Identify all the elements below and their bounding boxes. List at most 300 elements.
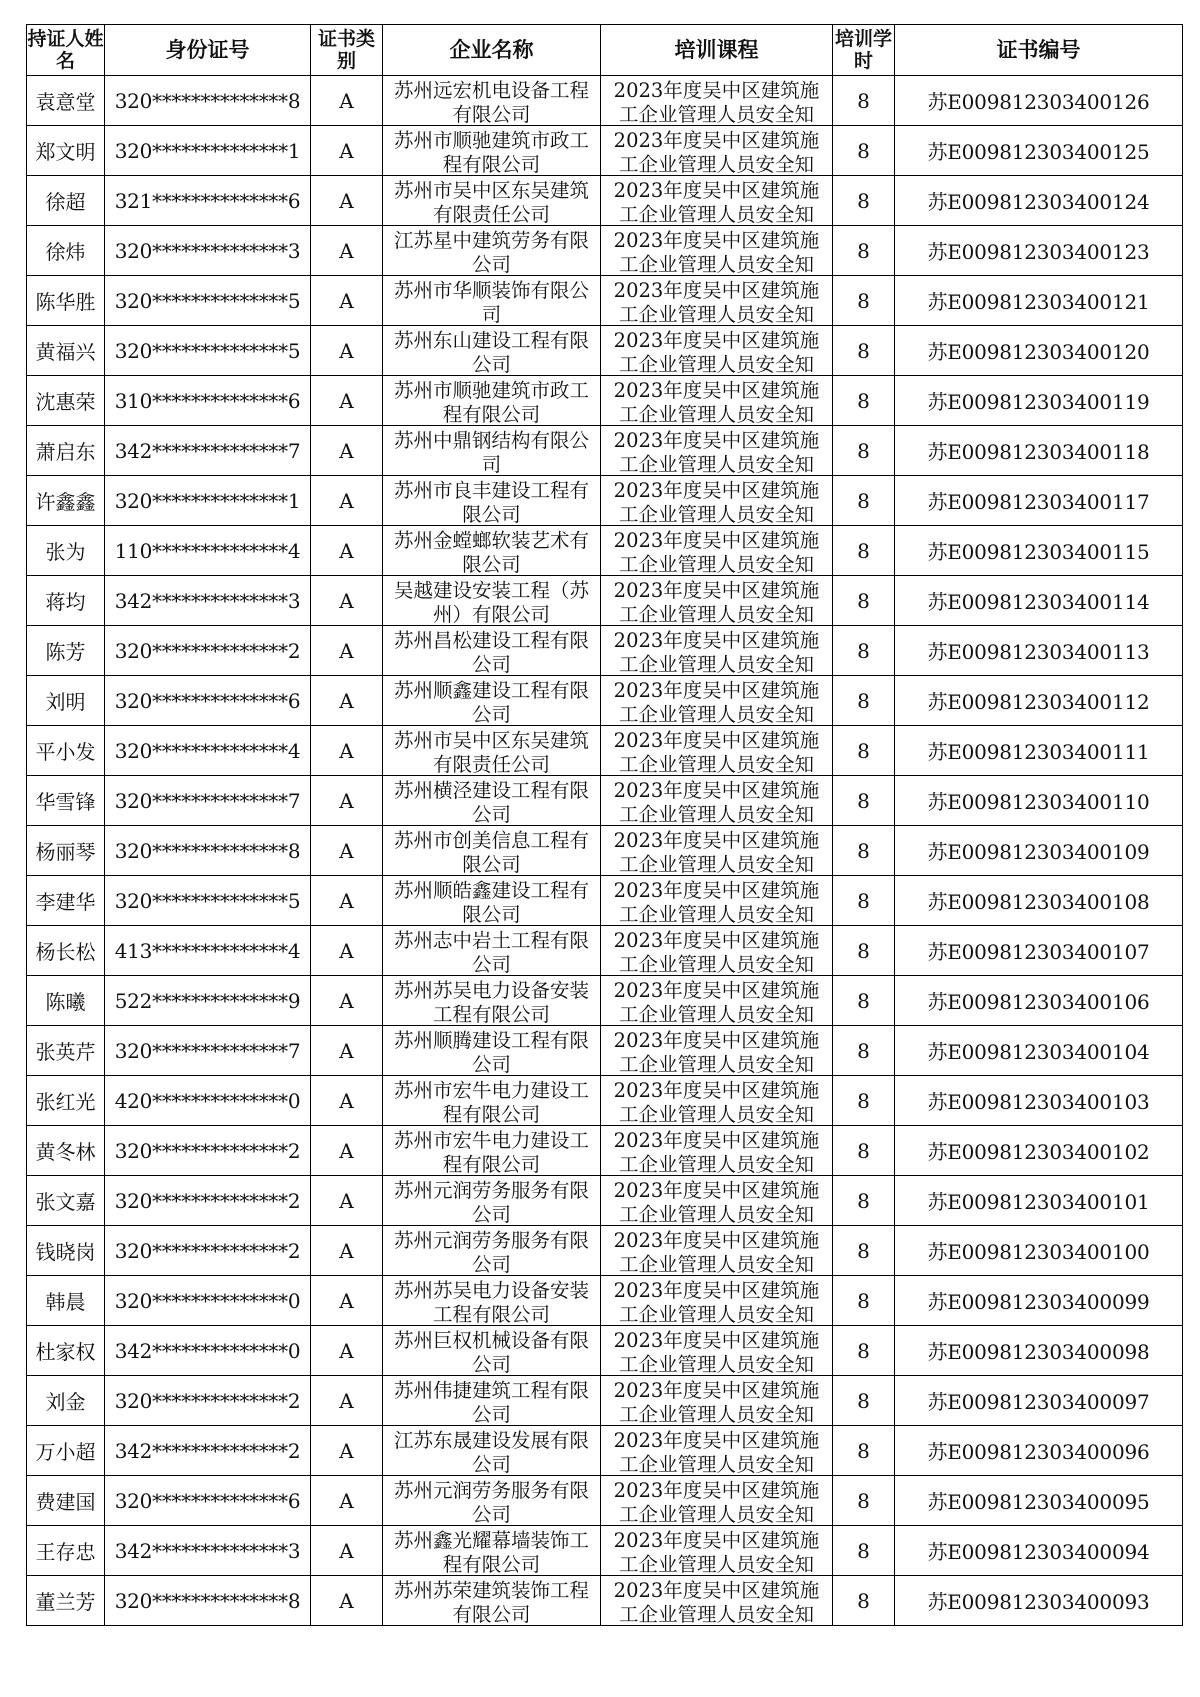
table-row <box>27 376 1183 426</box>
cell-name: 萧启东 <box>27 426 105 476</box>
header-cert-no: 证书编号 <box>895 25 1183 76</box>
table-header <box>27 25 1183 76</box>
cell-cert-number: 苏E009812303400110 <box>895 776 1183 826</box>
table-row <box>27 1576 1183 1626</box>
cell-company <box>383 1126 601 1176</box>
cell-company-text: 苏州市良丰建设工程有限公司 <box>393 479 589 524</box>
cell-hours: 8 <box>833 526 895 576</box>
cell-company <box>383 676 601 726</box>
cell-course-text: 2023年度吴中区建筑施工企业管理人员安全知 <box>613 529 820 574</box>
table-row <box>27 176 1183 226</box>
table-row <box>27 776 1183 826</box>
cell-category: A <box>311 76 383 126</box>
cell-course <box>601 826 833 876</box>
cell-name: 刘明 <box>27 676 105 726</box>
cell-company <box>383 326 601 376</box>
cell-course-text: 2023年度吴中区建筑施工企业管理人员安全知 <box>613 229 820 274</box>
cell-course <box>601 326 833 376</box>
cell-company <box>383 1426 601 1476</box>
cell-id-number: 320**************2 <box>105 1226 311 1276</box>
table-row <box>27 1326 1183 1376</box>
cell-hours: 8 <box>833 576 895 626</box>
cell-cert-number: 苏E009812303400104 <box>895 1026 1183 1076</box>
cell-name: 万小超 <box>27 1426 105 1476</box>
cell-course <box>601 126 833 176</box>
cell-hours: 8 <box>833 1126 895 1176</box>
cell-name: 沈惠荣 <box>27 376 105 426</box>
cell-name: 徐超 <box>27 176 105 226</box>
cell-company-text: 苏州元润劳务服务有限公司 <box>393 1479 589 1524</box>
cell-id-number: 320**************8 <box>105 1576 311 1626</box>
table-row <box>27 826 1183 876</box>
cell-course <box>601 476 833 526</box>
cell-id-number: 342**************0 <box>105 1326 311 1376</box>
cell-cert-number: 苏E009812303400117 <box>895 476 1183 526</box>
cell-course-text: 2023年度吴中区建筑施工企业管理人员安全知 <box>613 1179 820 1224</box>
table-row <box>27 1176 1183 1226</box>
cell-course-text: 2023年度吴中区建筑施工企业管理人员安全知 <box>613 1229 820 1274</box>
cell-course-text: 2023年度吴中区建筑施工企业管理人员安全知 <box>613 629 820 674</box>
table-row <box>27 1126 1183 1176</box>
cell-category: A <box>311 1326 383 1376</box>
cell-company <box>383 576 601 626</box>
cell-company <box>383 176 601 226</box>
cell-course-text: 2023年度吴中区建筑施工企业管理人员安全知 <box>613 679 820 724</box>
cell-name: 王存忠 <box>27 1526 105 1576</box>
cell-course <box>601 226 833 276</box>
cell-hours: 8 <box>833 976 895 1026</box>
cell-company <box>383 126 601 176</box>
cell-name: 袁意堂 <box>27 76 105 126</box>
cell-hours: 8 <box>833 1426 895 1476</box>
cell-course-text: 2023年度吴中区建筑施工企业管理人员安全知 <box>613 79 820 124</box>
cell-name: 平小发 <box>27 726 105 776</box>
cell-cert-number: 苏E009812303400109 <box>895 826 1183 876</box>
cell-company <box>383 276 601 326</box>
cell-company-text: 苏州市宏牛电力建设工程有限公司 <box>393 1129 589 1174</box>
table-row <box>27 76 1183 126</box>
table-row <box>27 926 1183 976</box>
cell-id-number: 310**************6 <box>105 376 311 426</box>
cell-course-text: 2023年度吴中区建筑施工企业管理人员安全知 <box>613 1529 820 1574</box>
cell-cert-number: 苏E009812303400115 <box>895 526 1183 576</box>
cell-hours: 8 <box>833 1526 895 1576</box>
cell-category: A <box>311 1026 383 1076</box>
cell-course <box>601 426 833 476</box>
cell-hours: 8 <box>833 776 895 826</box>
cell-cert-number: 苏E009812303400094 <box>895 1526 1183 1576</box>
cell-id-number: 522**************9 <box>105 976 311 1026</box>
cell-name: 张英芹 <box>27 1026 105 1076</box>
cell-hours: 8 <box>833 1476 895 1526</box>
cell-cert-number: 苏E009812303400101 <box>895 1176 1183 1226</box>
cell-category: A <box>311 1576 383 1626</box>
cell-cert-number: 苏E009812303400102 <box>895 1126 1183 1176</box>
cell-hours: 8 <box>833 726 895 776</box>
cell-name: 华雪锋 <box>27 776 105 826</box>
cell-course <box>601 676 833 726</box>
table-row <box>27 476 1183 526</box>
cell-id-number: 320**************4 <box>105 726 311 776</box>
cell-company-text: 苏州苏吴电力设备安装工程有限公司 <box>393 1279 589 1324</box>
cell-id-number: 342**************2 <box>105 1426 311 1476</box>
cell-id-number: 110**************4 <box>105 526 311 576</box>
table-row <box>27 1526 1183 1576</box>
cell-cert-number: 苏E009812303400123 <box>895 226 1183 276</box>
cell-name: 杜家权 <box>27 1326 105 1376</box>
cell-name: 费建国 <box>27 1476 105 1526</box>
cell-name: 李建华 <box>27 876 105 926</box>
cell-hours: 8 <box>833 1276 895 1326</box>
cell-company-text: 苏州元润劳务服务有限公司 <box>393 1229 589 1274</box>
cell-name: 蒋均 <box>27 576 105 626</box>
cell-company <box>383 1026 601 1076</box>
cell-hours: 8 <box>833 126 895 176</box>
cell-cert-number: 苏E009812303400103 <box>895 1076 1183 1126</box>
cell-course-text: 2023年度吴中区建筑施工企业管理人员安全知 <box>613 579 820 624</box>
cell-course <box>601 776 833 826</box>
table-row <box>27 1076 1183 1126</box>
cell-hours: 8 <box>833 926 895 976</box>
cell-company-text: 苏州市吴中区东吴建筑有限责任公司 <box>393 179 589 224</box>
cell-course <box>601 1326 833 1376</box>
cell-name: 杨长松 <box>27 926 105 976</box>
header-company: 企业名称 <box>383 25 601 76</box>
cell-hours: 8 <box>833 376 895 426</box>
cell-cert-number: 苏E009812303400125 <box>895 126 1183 176</box>
cell-company-text: 苏州志中岩土工程有限公司 <box>393 929 589 974</box>
cell-name: 陈华胜 <box>27 276 105 326</box>
cell-id-number: 320**************2 <box>105 1176 311 1226</box>
cell-company <box>383 1476 601 1526</box>
cell-hours: 8 <box>833 226 895 276</box>
cell-name: 陈曦 <box>27 976 105 1026</box>
cell-company-text: 苏州市顺驰建筑市政工程有限公司 <box>393 129 589 174</box>
table-row <box>27 876 1183 926</box>
cell-company-text: 苏州顺鑫建设工程有限公司 <box>393 679 589 724</box>
cell-company <box>383 876 601 926</box>
cell-id-number: 320**************2 <box>105 1376 311 1426</box>
cell-course-text: 2023年度吴中区建筑施工企业管理人员安全知 <box>613 129 820 174</box>
cell-course-text: 2023年度吴中区建筑施工企业管理人员安全知 <box>613 1379 820 1424</box>
cell-category: A <box>311 126 383 176</box>
header-category: 证书类别 <box>311 25 383 76</box>
header-id: 身份证号 <box>105 25 311 76</box>
cell-course-text: 2023年度吴中区建筑施工企业管理人员安全知 <box>613 1579 820 1624</box>
cell-company <box>383 1526 601 1576</box>
table-row <box>27 1376 1183 1426</box>
cell-course <box>601 1226 833 1276</box>
cell-category: A <box>311 1126 383 1176</box>
table-row <box>27 726 1183 776</box>
table-row <box>27 1276 1183 1326</box>
cell-course-text: 2023年度吴中区建筑施工企业管理人员安全知 <box>613 979 820 1024</box>
cell-id-number: 320**************1 <box>105 126 311 176</box>
cell-id-number: 342**************3 <box>105 576 311 626</box>
cell-id-number: 320**************1 <box>105 476 311 526</box>
cell-course-text: 2023年度吴中区建筑施工企业管理人员安全知 <box>613 1129 820 1174</box>
cell-category: A <box>311 776 383 826</box>
cell-course-text: 2023年度吴中区建筑施工企业管理人员安全知 <box>613 179 820 224</box>
cell-company-text: 江苏东晟建设发展有限公司 <box>393 1429 589 1474</box>
cell-course <box>601 1526 833 1576</box>
cell-course-text: 2023年度吴中区建筑施工企业管理人员安全知 <box>613 1429 820 1474</box>
cell-course <box>601 626 833 676</box>
cell-category: A <box>311 926 383 976</box>
cell-name: 张文嘉 <box>27 1176 105 1226</box>
cell-course-text: 2023年度吴中区建筑施工企业管理人员安全知 <box>613 1079 820 1124</box>
cell-id-number: 320**************8 <box>105 826 311 876</box>
cell-hours: 8 <box>833 1576 895 1626</box>
cell-company-text: 苏州市创美信息工程有限公司 <box>393 829 589 874</box>
cell-course <box>601 176 833 226</box>
cell-company-text: 苏州市吴中区东吴建筑有限责任公司 <box>393 729 589 774</box>
cell-course <box>601 1076 833 1126</box>
cell-category: A <box>311 376 383 426</box>
cell-company <box>383 1076 601 1126</box>
table-body <box>27 76 1183 1626</box>
cell-hours: 8 <box>833 426 895 476</box>
cell-category: A <box>311 1276 383 1326</box>
cell-category: A <box>311 1476 383 1526</box>
cell-hours: 8 <box>833 826 895 876</box>
cell-category: A <box>311 276 383 326</box>
cell-name: 杨丽琴 <box>27 826 105 876</box>
table-row <box>27 126 1183 176</box>
cell-category: A <box>311 476 383 526</box>
table-row <box>27 276 1183 326</box>
header-hours: 培训学时 <box>833 25 895 76</box>
cell-company <box>383 976 601 1026</box>
cell-company <box>383 376 601 426</box>
cell-name: 刘金 <box>27 1376 105 1426</box>
cell-hours: 8 <box>833 176 895 226</box>
cell-category: A <box>311 176 383 226</box>
cell-company <box>383 526 601 576</box>
cell-course-text: 2023年度吴中区建筑施工企业管理人员安全知 <box>613 379 820 424</box>
cell-cert-number: 苏E009812303400097 <box>895 1376 1183 1426</box>
cell-cert-number: 苏E009812303400099 <box>895 1276 1183 1326</box>
cell-name: 黄福兴 <box>27 326 105 376</box>
cell-course <box>601 1576 833 1626</box>
cell-category: A <box>311 226 383 276</box>
cell-company-text: 苏州市宏牛电力建设工程有限公司 <box>393 1079 589 1124</box>
cell-id-number: 320**************8 <box>105 76 311 126</box>
cell-cert-number: 苏E009812303400095 <box>895 1476 1183 1526</box>
cell-hours: 8 <box>833 476 895 526</box>
cell-cert-number: 苏E009812303400118 <box>895 426 1183 476</box>
table-row <box>27 426 1183 476</box>
cell-id-number: 420**************0 <box>105 1076 311 1126</box>
table-row <box>27 1426 1183 1476</box>
cell-company <box>383 76 601 126</box>
cell-cert-number: 苏E009812303400126 <box>895 76 1183 126</box>
cell-hours: 8 <box>833 1176 895 1226</box>
cell-company <box>383 776 601 826</box>
table-row <box>27 1226 1183 1276</box>
cell-company <box>383 626 601 676</box>
cell-hours: 8 <box>833 876 895 926</box>
cell-category: A <box>311 576 383 626</box>
table-row <box>27 626 1183 676</box>
cell-id-number: 320**************5 <box>105 326 311 376</box>
cell-company-text: 吴越建设安装工程（苏州）有限公司 <box>393 579 589 624</box>
cell-course <box>601 1276 833 1326</box>
cell-company <box>383 826 601 876</box>
cell-company <box>383 426 601 476</box>
cell-hours: 8 <box>833 276 895 326</box>
cell-company-text: 苏州巨权机械设备有限公司 <box>393 1329 589 1374</box>
cell-course <box>601 976 833 1026</box>
cell-category: A <box>311 426 383 476</box>
cell-company-text: 苏州市华顺装饰有限公司 <box>393 279 589 324</box>
cell-company <box>383 1176 601 1226</box>
cell-company <box>383 726 601 776</box>
table-row <box>27 226 1183 276</box>
cell-category: A <box>311 726 383 776</box>
cell-name: 张为 <box>27 526 105 576</box>
cell-company <box>383 226 601 276</box>
cell-cert-number: 苏E009812303400114 <box>895 576 1183 626</box>
cell-name: 张红光 <box>27 1076 105 1126</box>
cell-cert-number: 苏E009812303400119 <box>895 376 1183 426</box>
cell-company <box>383 926 601 976</box>
cell-cert-number: 苏E009812303400098 <box>895 1326 1183 1376</box>
cell-course <box>601 576 833 626</box>
cell-cert-number: 苏E009812303400120 <box>895 326 1183 376</box>
cell-course-text: 2023年度吴中区建筑施工企业管理人员安全知 <box>613 429 820 474</box>
cell-category: A <box>311 526 383 576</box>
cell-company-text: 苏州苏荣建筑装饰工程有限公司 <box>393 1579 589 1624</box>
cell-id-number: 320**************6 <box>105 1476 311 1526</box>
cell-company-text: 苏州东山建设工程有限公司 <box>393 329 589 374</box>
cell-course-text: 2023年度吴中区建筑施工企业管理人员安全知 <box>613 1479 820 1524</box>
cell-course-text: 2023年度吴中区建筑施工企业管理人员安全知 <box>613 1279 820 1324</box>
cell-course-text: 2023年度吴中区建筑施工企业管理人员安全知 <box>613 279 820 324</box>
cell-category: A <box>311 1526 383 1576</box>
cell-course-text: 2023年度吴中区建筑施工企业管理人员安全知 <box>613 879 820 924</box>
cell-id-number: 320**************2 <box>105 626 311 676</box>
cell-id-number: 320**************5 <box>105 276 311 326</box>
cell-company <box>383 476 601 526</box>
cell-course <box>601 876 833 926</box>
cell-hours: 8 <box>833 676 895 726</box>
cell-course <box>601 1476 833 1526</box>
cell-course-text: 2023年度吴中区建筑施工企业管理人员安全知 <box>613 829 820 874</box>
cell-name: 黄冬林 <box>27 1126 105 1176</box>
cell-course <box>601 376 833 426</box>
table-row <box>27 976 1183 1026</box>
cell-id-number: 320**************0 <box>105 1276 311 1326</box>
cell-cert-number: 苏E009812303400121 <box>895 276 1183 326</box>
cell-course <box>601 726 833 776</box>
cell-category: A <box>311 976 383 1026</box>
cell-id-number: 320**************7 <box>105 776 311 826</box>
cell-company-text: 苏州苏吴电力设备安装工程有限公司 <box>393 979 589 1024</box>
cell-category: A <box>311 826 383 876</box>
cell-company-text: 苏州元润劳务服务有限公司 <box>393 1179 589 1224</box>
cell-course-text: 2023年度吴中区建筑施工企业管理人员安全知 <box>613 779 820 824</box>
cell-category: A <box>311 1426 383 1476</box>
cell-company <box>383 1326 601 1376</box>
table-row <box>27 1476 1183 1526</box>
cell-name: 韩晨 <box>27 1276 105 1326</box>
cell-id-number: 321**************6 <box>105 176 311 226</box>
cell-course-text: 2023年度吴中区建筑施工企业管理人员安全知 <box>613 729 820 774</box>
cell-cert-number: 苏E009812303400108 <box>895 876 1183 926</box>
cell-cert-number: 苏E009812303400112 <box>895 676 1183 726</box>
cell-name: 许鑫鑫 <box>27 476 105 526</box>
cell-company-text: 苏州中鼎钢结构有限公司 <box>393 429 589 474</box>
cell-company-text: 苏州昌松建设工程有限公司 <box>393 629 589 674</box>
cell-name: 徐炜 <box>27 226 105 276</box>
cell-category: A <box>311 1376 383 1426</box>
cell-company-text: 苏州顺腾建设工程有限公司 <box>393 1029 589 1074</box>
cell-cert-number: 苏E009812303400113 <box>895 626 1183 676</box>
cell-company-text: 苏州顺皓鑫建设工程有限公司 <box>393 879 589 924</box>
cell-cert-number: 苏E009812303400111 <box>895 726 1183 776</box>
cell-hours: 8 <box>833 1076 895 1126</box>
cell-cert-number: 苏E009812303400124 <box>895 176 1183 226</box>
cell-company-text: 苏州横泾建设工程有限公司 <box>393 779 589 824</box>
cell-company <box>383 1276 601 1326</box>
cell-company-text: 江苏星中建筑劳务有限公司 <box>393 229 589 274</box>
cell-hours: 8 <box>833 1376 895 1426</box>
cell-hours: 8 <box>833 326 895 376</box>
cell-category: A <box>311 1226 383 1276</box>
cell-cert-number: 苏E009812303400093 <box>895 1576 1183 1626</box>
cell-id-number: 320**************6 <box>105 676 311 726</box>
cell-company <box>383 1226 601 1276</box>
cell-course <box>601 276 833 326</box>
cell-course <box>601 1426 833 1476</box>
cell-cert-number: 苏E009812303400106 <box>895 976 1183 1026</box>
table-row <box>27 526 1183 576</box>
cell-hours: 8 <box>833 76 895 126</box>
cell-course <box>601 526 833 576</box>
cell-company <box>383 1376 601 1426</box>
cell-id-number: 320**************7 <box>105 1026 311 1076</box>
table-row <box>27 676 1183 726</box>
cell-id-number: 342**************7 <box>105 426 311 476</box>
cell-company-text: 苏州远宏机电设备工程有限公司 <box>393 79 589 124</box>
cell-company-text: 苏州金螳螂软装艺术有限公司 <box>393 529 589 574</box>
cell-course-text: 2023年度吴中区建筑施工企业管理人员安全知 <box>613 1329 820 1374</box>
cell-hours: 8 <box>833 626 895 676</box>
cell-company-text: 苏州市顺驰建筑市政工程有限公司 <box>393 379 589 424</box>
table-row <box>27 1026 1183 1076</box>
cell-course-text: 2023年度吴中区建筑施工企业管理人员安全知 <box>613 1029 820 1074</box>
cell-course <box>601 1026 833 1076</box>
certificate-table <box>26 24 1183 1626</box>
cell-hours: 8 <box>833 1326 895 1376</box>
cell-cert-number: 苏E009812303400096 <box>895 1426 1183 1476</box>
cell-name: 董兰芳 <box>27 1576 105 1626</box>
cell-id-number: 320**************2 <box>105 1126 311 1176</box>
cell-course-text: 2023年度吴中区建筑施工企业管理人员安全知 <box>613 929 820 974</box>
cell-category: A <box>311 876 383 926</box>
cell-cert-number: 苏E009812303400107 <box>895 926 1183 976</box>
cell-course <box>601 1376 833 1426</box>
cell-name: 陈芳 <box>27 626 105 676</box>
cell-id-number: 413**************4 <box>105 926 311 976</box>
table-row <box>27 326 1183 376</box>
cell-category: A <box>311 1176 383 1226</box>
cell-id-number: 320**************3 <box>105 226 311 276</box>
cell-category: A <box>311 1076 383 1126</box>
cell-course <box>601 1176 833 1226</box>
cell-course <box>601 926 833 976</box>
